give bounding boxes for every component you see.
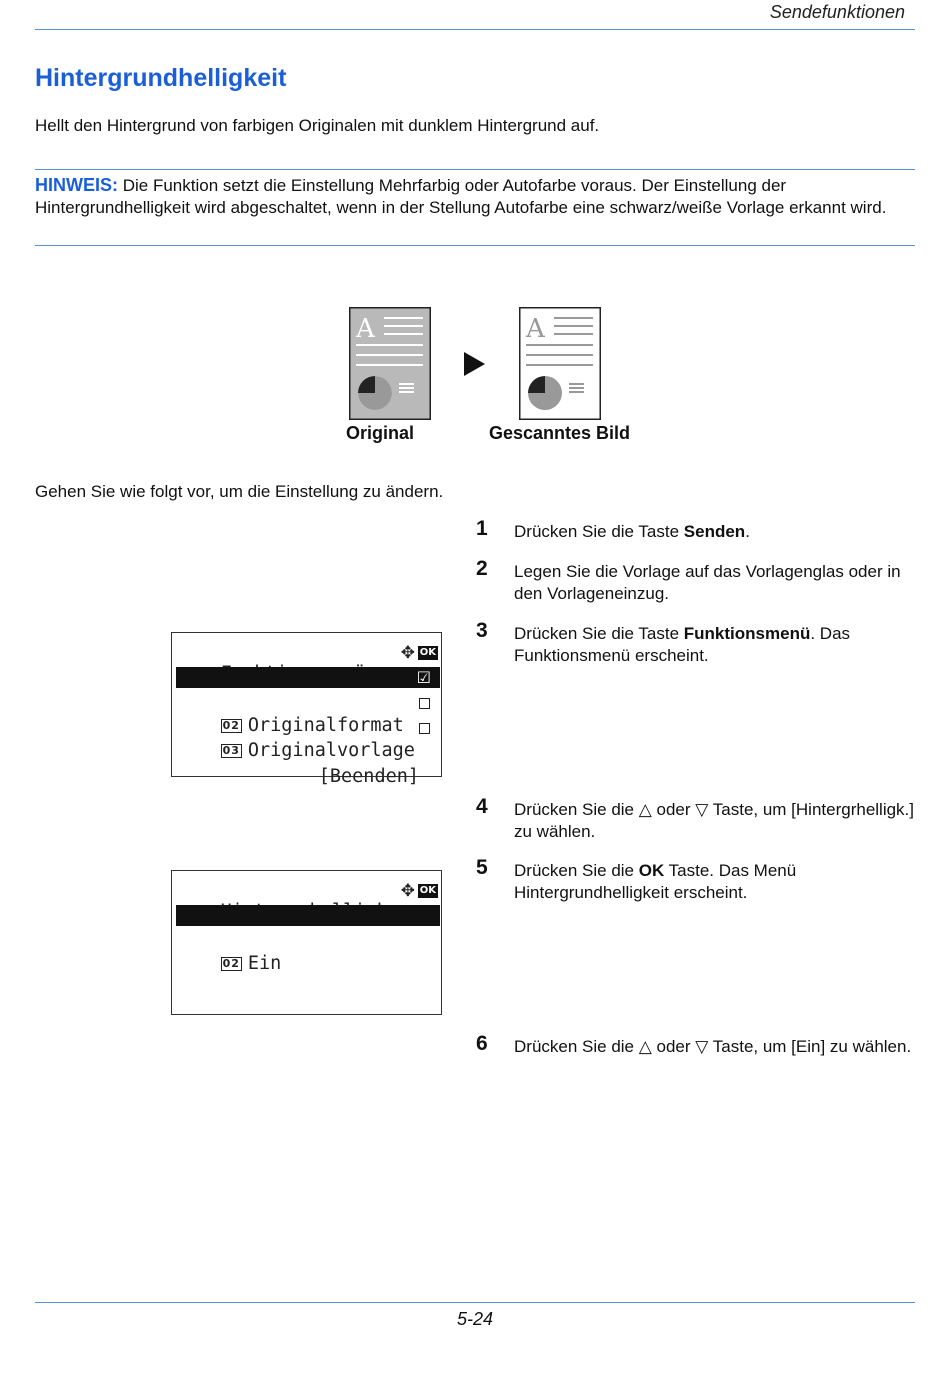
navigation-cross-icon: ✥ <box>400 643 415 663</box>
lcd-menu-item-selected[interactable] <box>176 667 440 709</box>
lcd-menu-item[interactable] <box>176 719 441 761</box>
note-rule-top <box>35 169 915 170</box>
running-header: Sendefunktionen <box>769 2 905 22</box>
step-number: 3 <box>476 619 488 642</box>
navigation-cross-icon: ✥ <box>400 881 415 901</box>
lcd-menu-item[interactable] <box>176 694 441 736</box>
lcd-item-label: *Aus <box>241 926 287 947</box>
caption-original: Original <box>346 423 415 443</box>
step-number: 5 <box>476 856 488 879</box>
step-text: Legen Sie die Vorlage auf das Vorlagenglas oder in den Vorlageneinzug. <box>514 562 901 603</box>
scanned-image-illustration <box>519 307 601 420</box>
intro-text: Hellt den Hintergrund von farbigen Originalen mit dunklem Hintergrund auf. <box>35 116 600 135</box>
arrow-right-icon <box>464 352 485 376</box>
item-number-badge: 03 <box>222 744 240 757</box>
step-text: Drücken Sie die △ oder ▽ Taste, um [Hintergrhelligk.] zu wählen. <box>514 800 915 841</box>
step-5 <box>476 856 916 904</box>
procedure-lead: Gehen Sie wie folgt vor, um die Einstellung zu ändern. <box>35 482 444 501</box>
note-text: Die Funktion setzt die Einstellung Mehrfarbig oder Autofarbe voraus. Der Einstellung der Hintergrundhelligkeit wird abgeschaltet, wenn in der Stellung Autofarbe eine schwarz/weiße Vorlage erkannt wird. <box>35 176 887 217</box>
step-number: 6 <box>476 1032 488 1055</box>
lcd-item-label: Originalformat <box>247 715 404 736</box>
section-title: Hintergrundhelligkeit <box>35 64 287 92</box>
lcd-item-label: Originalvorlage <box>247 740 415 761</box>
footer-rule <box>35 1302 915 1303</box>
note-rule-bottom <box>35 245 915 246</box>
checkbox-icon <box>419 698 430 709</box>
step-3 <box>476 619 916 667</box>
ok-icon: OK <box>419 647 436 658</box>
step-text: Drücken Sie die Taste Funktionsmenü. Das Funktionsmenü erscheint. <box>514 624 851 665</box>
lcd-function-menu <box>171 632 442 787</box>
lcd-exit-label: [Beenden] <box>318 766 419 787</box>
step-number: 2 <box>476 557 488 580</box>
checked-box-icon: ☑ <box>416 668 431 687</box>
checkbox-icon <box>419 723 430 734</box>
lcd-menu-item[interactable] <box>176 932 441 974</box>
lcd-title-row <box>176 880 441 901</box>
lcd-background-brightness <box>171 870 442 1015</box>
step-1 <box>476 517 916 543</box>
lcd-title-row <box>176 642 441 663</box>
note-label: HINWEIS: <box>35 175 118 195</box>
lcd-exit-row[interactable] <box>176 745 419 787</box>
step-text: Drücken Sie die △ oder ▽ Taste, um [Ein] zu wählen. <box>514 1037 912 1056</box>
item-number-badge: 01 <box>222 930 240 943</box>
step-6 <box>476 1032 916 1080</box>
item-number-badge: 02 <box>222 719 240 732</box>
note-box <box>35 174 913 219</box>
page-number: 5-24 <box>456 1309 494 1329</box>
lcd-item-label: Farbauswahl <box>247 688 371 709</box>
caption-scanned: Gescanntes Bild <box>489 423 631 443</box>
step-4 <box>476 795 916 843</box>
illus-letter-a-scanned: A <box>526 314 545 344</box>
ok-icon: OK <box>419 885 436 896</box>
lcd-item-label: Ein <box>247 953 282 974</box>
item-number-badge: 02 <box>222 957 240 970</box>
step-2 <box>476 557 916 605</box>
item-number-badge: 01 <box>222 692 240 705</box>
lcd-menu-item-selected[interactable] <box>176 905 440 947</box>
original-document-illustration <box>349 307 431 420</box>
step-number: 4 <box>476 795 488 818</box>
step-text: Drücken Sie die OK Taste. Das Menü Hintergrundhelligkeit erscheint. <box>514 861 797 902</box>
step-number: 1 <box>476 517 488 540</box>
illus-letter-a: A <box>356 314 375 344</box>
step-text: Drücken Sie die Taste Senden. <box>514 522 750 541</box>
header-rule <box>35 29 915 30</box>
